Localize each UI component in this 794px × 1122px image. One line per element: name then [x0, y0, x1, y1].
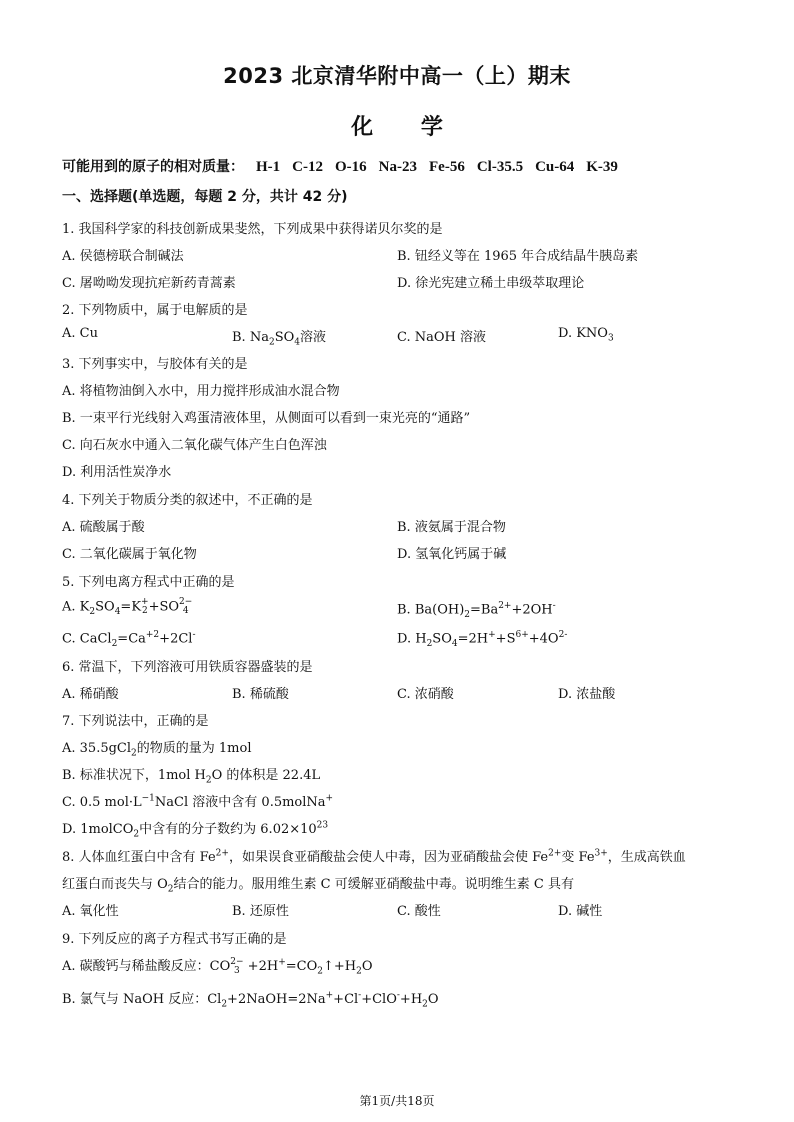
question-2-stem: 2. 下列物质中，属于电解质的是 — [62, 303, 248, 318]
q8-option-b: B. 还原性 — [232, 904, 289, 919]
subject-char-2: 学 — [420, 115, 443, 140]
q6-option-b: B. 稀硫酸 — [232, 687, 289, 702]
question-4-stem: 4. 下列关于物质分类的叙述中，不正确的是 — [62, 493, 313, 508]
q6-option-a: A. 稀硝酸 — [62, 687, 119, 702]
q7-option-b: B. 标准状况下，1mol $H_2O$ 的体积是 22.4L — [62, 768, 321, 786]
section-heading: 一、选择题(单选题，每题 2 分，共计 42 分) — [62, 189, 348, 205]
exam-title: 2023 北京清华附中高一（上）期末 — [223, 64, 571, 88]
question-6-stem: 6. 常温下，下列溶液可用铁质容器盛装的是 — [62, 660, 313, 675]
atomic-mass-cl: Cl-35.5 — [476, 159, 524, 175]
q7-option-a: A. 35.5gCl$_2$的物质的量为 1mol — [62, 741, 252, 759]
q5-option-a: A. $K_2SO_4=K+$ 2+SO2− 4 — [62, 597, 193, 618]
q2-option-a: A. Cu — [62, 326, 98, 341]
atomic-mass-label: 可能用到的原子的相对质量： — [62, 159, 244, 175]
q1-option-a: A. 侯德榜联合制碱法 — [62, 249, 184, 264]
q7-option-c: C. 0.5 $mol\cdot L^{-1}NaCl$ 溶液中含有 0.5molNa+ — [62, 793, 334, 810]
q3-option-a: A. 将植物油倒入水中，用力搅拌形成油水混合物 — [62, 384, 340, 399]
atomic-mass-k: K-39 — [586, 159, 618, 175]
atomic-mass-c: C-12 — [292, 159, 323, 175]
page-footer: 第1页/共18页 — [359, 1094, 435, 1108]
q1-option-b: B. 钮经义等在 1965 年合成结晶牛胰岛素 — [397, 249, 639, 264]
subject-char-1: 化 — [351, 115, 374, 140]
question-3-stem: 3. 下列事实中，与胶体有关的是 — [62, 357, 248, 372]
question-1-stem: 1. 我国科学家的科技创新成果斐然，下列成果中获得诺贝尔奖的是 — [62, 222, 443, 237]
atomic-mass-h: H-1 — [256, 159, 281, 175]
q5-option-b: B. $Ba(OH)_2=Ba^{2+}+2OH^-$ — [397, 601, 556, 620]
q7-option-d: D. 1molCO$_2$中含有的分子数约为 $6.02\times 10^{23}$ — [62, 820, 329, 840]
q9-option-a: A. 碳酸钙与稀盐酸反应：CO2− $3 +2H^+=CO_2↑+H_2O$ — [62, 956, 373, 977]
q4-option-b: B. 液氨属于混合物 — [397, 520, 506, 535]
question-7-stem: 7. 下列说法中，正确的是 — [62, 714, 209, 729]
q8-option-d: D. 碱性 — [558, 904, 603, 919]
q3-option-b: B. 一束平行光线射入鸡蛋清液体里，从侧面可以看到一束光亮的“通路” — [62, 411, 471, 426]
atomic-mass-o: O-16 — [335, 159, 367, 175]
q6-option-c: C. 浓硝酸 — [397, 687, 454, 702]
question-8-stem-line-2: 红蛋白而丧失与 $O_2$结合的能力。服用维生素 C 可缓解亚硝酸盐中毒。说明维生素 C 具有 — [62, 877, 574, 895]
question-5-stem: 5. 下列电离方程式中正确的是 — [62, 575, 235, 590]
q5-option-d: D. $H_2SO_4=2H^++S^{6+}+4O^{2-}$ — [397, 630, 568, 649]
q2-option-d: D. $KNO_3$ — [558, 326, 614, 344]
q2-option-c: C. NaOH 溶液 — [397, 330, 487, 345]
q1-option-c: C. 屠呦呦发现抗疟新药青蒿素 — [62, 276, 236, 291]
q4-option-c: C. 二氧化碳属于氧化物 — [62, 547, 197, 562]
atomic-mass-line — [62, 156, 618, 176]
q3-option-c: C. 向石灰水中通入二氧化碳气体产生白色浑浊 — [62, 438, 327, 453]
q5-option-c: C. $CaCl_2=Ca^{+2}+2Cl^-$ — [62, 630, 196, 649]
question-8-stem-line-1: 8. 人体血红蛋白中含有 $Fe^{2+}$，如果误食亚硝酸盐会使人中毒，因为亚硝酸盐会使 $Fe^{2+}$变 $Fe^{3+}$，生成高铁血 — [62, 848, 686, 865]
atomic-mass-na: Na-23 — [378, 159, 417, 175]
q9-option-b: B. 氯气与 NaOH 反应：$Cl_2+2NaOH=2Na^++Cl^-+ClO^-+H_2O$ — [62, 990, 439, 1010]
q4-option-d: D. 氢氧化钙属于碱 — [397, 547, 507, 562]
q3-option-d: D. 利用活性炭净水 — [62, 465, 172, 480]
q8-option-a: A. 氧化性 — [62, 904, 119, 919]
q1-option-d: D. 徐光宪建立稀土串级萃取理论 — [397, 276, 585, 291]
q6-option-d: D. 浓盐酸 — [558, 687, 616, 702]
atomic-mass-cu: Cu-64 — [535, 159, 575, 175]
q4-option-a: A. 硫酸属于酸 — [62, 520, 145, 535]
question-9-stem: 9. 下列反应的离子方程式书写正确的是 — [62, 932, 287, 947]
q2-option-b: B. $Na_2SO_4$溶液 — [232, 330, 327, 348]
subject-heading — [0, 110, 794, 141]
atomic-mass-fe: Fe-56 — [429, 159, 465, 175]
q8-option-c: C. 酸性 — [397, 904, 441, 919]
